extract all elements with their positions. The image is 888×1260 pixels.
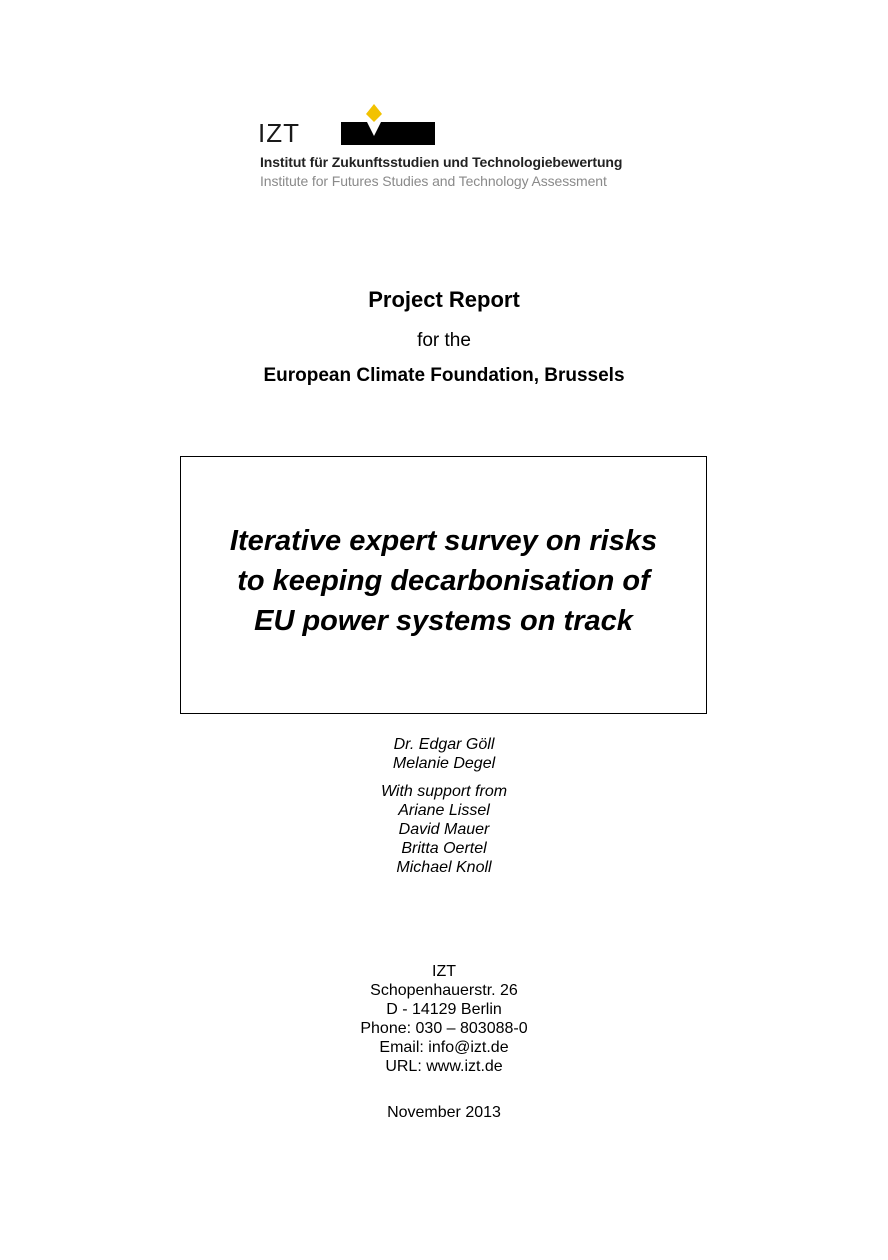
report-date: November 2013 bbox=[387, 1104, 501, 1121]
title-line: Iterative expert survey on risks bbox=[229, 525, 658, 557]
logo-black-bar bbox=[341, 122, 435, 145]
support-name: David Mauer bbox=[398, 821, 490, 838]
client-name: European Climate Foundation, Brussels bbox=[263, 365, 625, 386]
logo-german-name: Institut für Zukunftsstudien und Technologiebewertung bbox=[260, 154, 623, 170]
title-box bbox=[180, 456, 707, 714]
title-line: to keeping decarbonisation of bbox=[237, 565, 650, 597]
address-org: IZT bbox=[432, 963, 456, 980]
logo-english-name: Institute for Futures Studies and Technology Assessment bbox=[260, 173, 607, 189]
address-email[interactable]: Email: info@izt.de bbox=[379, 1039, 509, 1056]
izt-logo bbox=[258, 100, 658, 192]
support-label: With support from bbox=[380, 783, 508, 800]
author-name: Melanie Degel bbox=[392, 755, 496, 772]
logo-mark-text: IZT bbox=[258, 118, 300, 148]
logo-graphic-icon bbox=[341, 100, 437, 150]
title-line: EU power systems on track bbox=[254, 605, 633, 637]
report-heading: Project Report bbox=[368, 287, 520, 312]
support-name: Ariane Lissel bbox=[398, 802, 490, 819]
address-url[interactable]: URL: www.izt.de bbox=[385, 1058, 503, 1075]
author-name: Dr. Edgar Göll bbox=[393, 736, 495, 753]
for-the-text: for the bbox=[417, 330, 471, 351]
support-list bbox=[0, 782, 888, 877]
address-phone: Phone: 030 – 803088-0 bbox=[360, 1020, 528, 1037]
address-street: Schopenhauerstr. 26 bbox=[370, 982, 518, 999]
author-list bbox=[0, 735, 888, 773]
address-city: D - 14129 Berlin bbox=[386, 1001, 502, 1018]
support-name: Michael Knoll bbox=[396, 859, 492, 876]
support-name: Britta Oertel bbox=[401, 840, 487, 857]
report-title bbox=[181, 521, 706, 641]
address-block bbox=[0, 962, 888, 1076]
logo-yellow-diamond bbox=[366, 104, 382, 122]
